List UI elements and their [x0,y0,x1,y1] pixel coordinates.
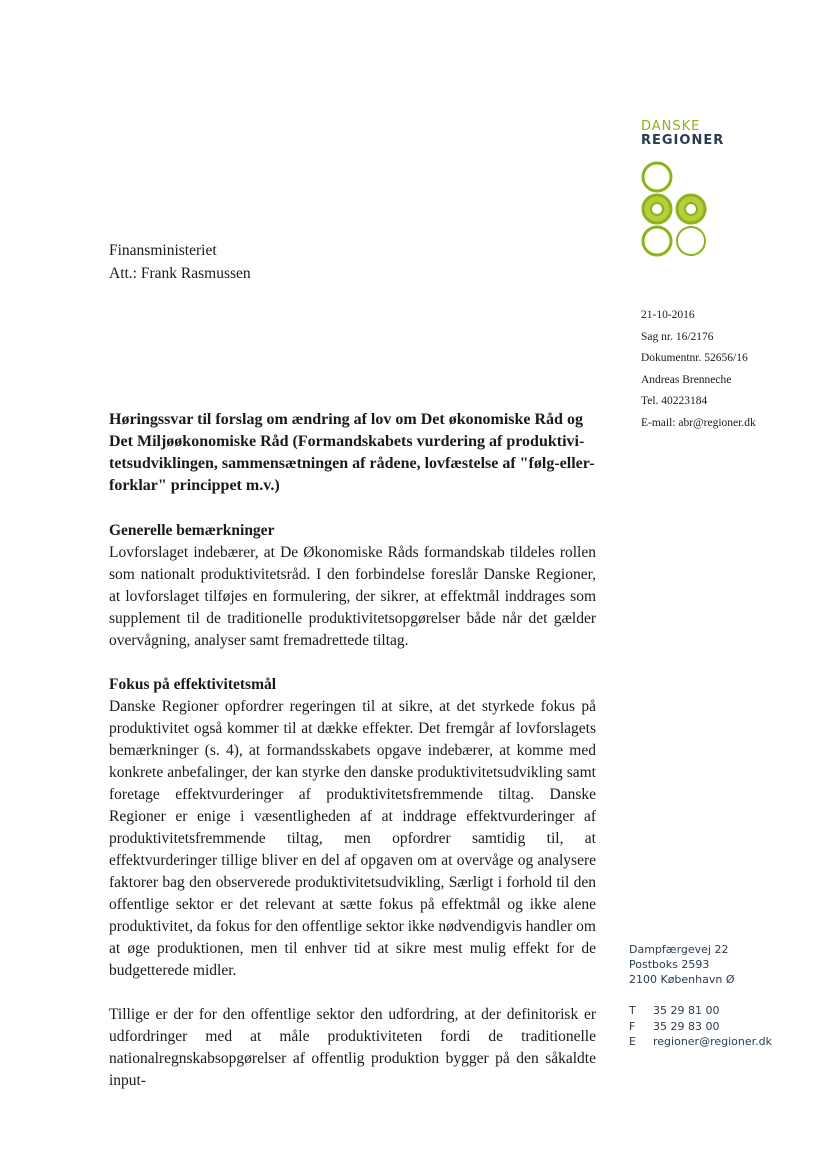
meta-author: Andreas Brenneche [641,373,732,386]
contact-row-fax [629,1019,772,1035]
contact-value: 35 29 81 00 [653,1004,720,1017]
recipient-organization: Finansministeriet [109,242,217,259]
logo-line-danske: DANSKE [641,119,701,134]
section-heading: Generelle bemærkninger [109,522,275,539]
section-paragraph: Lovforslaget indebærer, at De Økonomiske Råds formandskab tildeles rollen som nationalt produktivitetsråd. I den forbindelse foreslår Danske Regioner, at lovforslaget tilføjes en formulering, der sikrer, at effektmål inddrages som supplement til de traditionelle produktivitetsopgørelser både når det gælder overvågning, analyser samt fremadrettede tiltag. [109,544,596,649]
recipient-block [109,239,251,285]
contact-row-phone [629,1003,772,1019]
contact-label: F [629,1019,636,1033]
address-street: Dampfærgevej 22 [629,943,729,956]
address-city: 2100 København Ø [629,973,735,986]
rings-logo-icon [636,160,716,260]
section-heading: Fokus på effektivitetsmål [109,676,277,693]
meta-document-number: Dokumentnr. 52656/16 [641,352,748,364]
logo-wordmark [641,120,724,148]
sender-address [629,942,735,987]
logo-line-regioner: REGIONER [641,133,725,148]
letter-body [109,409,596,1114]
sender-contacts [629,1003,772,1050]
meta-case-number: Sag nr. 16/2176 [641,330,714,343]
recipient-attention: Att.: Frank Rasmussen [109,265,251,282]
contact-value: 35 29 83 00 [653,1019,720,1033]
address-pobox: Postboks 2593 [629,958,710,971]
contact-row-email [629,1034,772,1050]
contact-label: E [629,1035,636,1048]
meta-phone: Tel. 40223184 [641,395,708,407]
contact-label: T [629,1004,636,1017]
section-paragraph: Tillige er der for den offentlige sektor den udfordring, at der definitorisk er udfordringer med at måle produktiviteten fordi de traditionelle nationalregnskabsopgørelser af offentlig produktion bygger på den såkaldte input- [109,1006,596,1089]
contact-value: regioner@regioner.dk [653,1035,772,1048]
section-paragraph: Danske Regioner opfordrer regeringen til at sikre, at det styrkede fokus på produktivitet også kommer til at dække effekter. Det fremgår af lovforslagets bemærkninger (s. 4), at formandsskabets opgave indebærer, at komme med konkrete anbefalinger, der kan styrke den danske produktivitetsudvikling samt foretage effektvurderinger af produktivitetsfremmende tiltag. Danske Regioner er enige i væsentligheden af at inddrage effektvurderinger af produktivitetsfremmende tiltag, men opfordrer samtidig til, at effektvurderinger tillige bliver en del af opgaven om at overvåge og analysere faktorer bag den observerede produktivitetsudvikling, Særligt i forhold til den offentlige sektor er det relevant at sætte fokus på effektmål og ikke alene produktivitet, da fokus for den offentlige sektor ikke nødvendigvis handler om at øge produktionen, men til enhver tid at sikre mest mulig effekt for de budgetterede midler. [109,698,596,979]
meta-email: E-mail: abr@regioner.dk [641,416,756,429]
meta-date: 21-10-2016 [641,309,695,321]
document-meta [641,305,756,434]
letter-subject: Høringssvar til forslag om ændring af lov om Det økonomiske Råd og Det Miljøøkonomiske Råd (Formandskabets vurdering af produktivi-tetsudviklingen, sammensætningen af rådene, lovfæstelse af "følg-eller-forklar" princippet m.v.) [109,411,595,494]
